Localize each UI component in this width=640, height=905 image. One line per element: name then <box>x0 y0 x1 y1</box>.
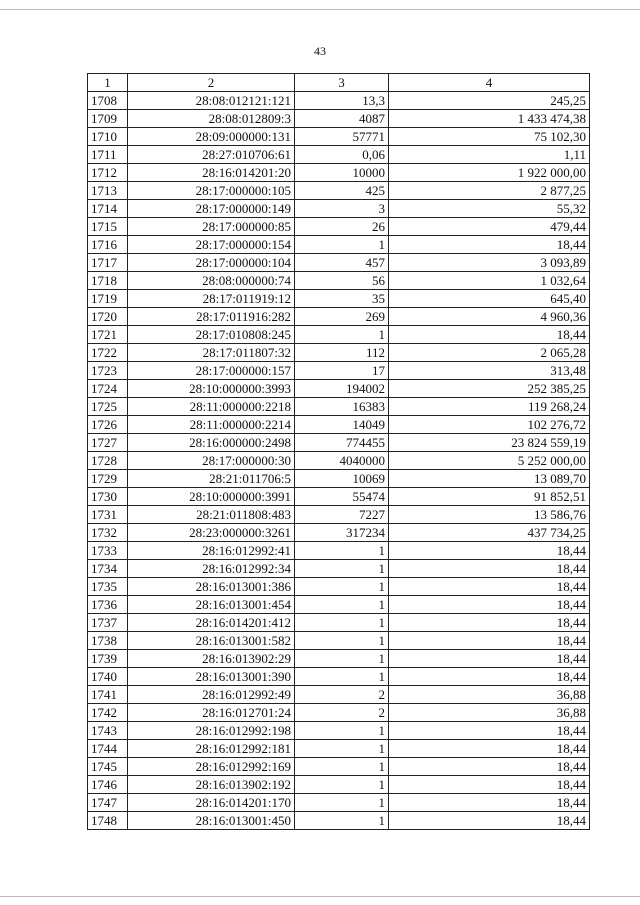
table-row <box>88 200 590 218</box>
value-cell: 18,44 <box>389 596 590 614</box>
page-number: 43 <box>314 44 326 58</box>
cadastral-number-cell: 28:17:000000:154 <box>128 236 295 254</box>
top-scan-edge <box>0 9 640 10</box>
cadastral-number-cell: 28:08:012121:121 <box>128 92 295 110</box>
value-cell: 245,25 <box>389 92 590 110</box>
row-number-cell: 1711 <box>88 146 128 164</box>
column-header-3: 3 <box>295 74 389 92</box>
area-cell: 17 <box>295 362 389 380</box>
column-header-2: 2 <box>128 74 295 92</box>
value-cell: 18,44 <box>389 326 590 344</box>
table-row <box>88 686 590 704</box>
table-row <box>88 164 590 182</box>
cadastral-number-cell: 28:16:012992:34 <box>128 560 295 578</box>
value-cell: 1,11 <box>389 146 590 164</box>
row-number-cell: 1743 <box>88 722 128 740</box>
value-cell: 1 922 000,00 <box>389 164 590 182</box>
table-row <box>88 614 590 632</box>
table-row <box>88 560 590 578</box>
table-row <box>88 218 590 236</box>
value-cell: 479,44 <box>389 218 590 236</box>
table-row <box>88 632 590 650</box>
row-number-cell: 1742 <box>88 704 128 722</box>
table-row <box>88 308 590 326</box>
cadastral-number-cell: 28:16:012992:198 <box>128 722 295 740</box>
value-cell: 75 102,30 <box>389 128 590 146</box>
row-number-cell: 1732 <box>88 524 128 542</box>
value-cell: 2 877,25 <box>389 182 590 200</box>
table-row <box>88 704 590 722</box>
table-row <box>88 812 590 830</box>
row-number-cell: 1740 <box>88 668 128 686</box>
area-cell: 2 <box>295 704 389 722</box>
row-number-cell: 1735 <box>88 578 128 596</box>
row-number-cell: 1715 <box>88 218 128 236</box>
area-cell: 269 <box>295 308 389 326</box>
table-row <box>88 344 590 362</box>
area-cell: 1 <box>295 722 389 740</box>
value-cell: 3 093,89 <box>389 254 590 272</box>
table-row <box>88 434 590 452</box>
row-number-cell: 1720 <box>88 308 128 326</box>
cadastral-number-cell: 28:17:011916:282 <box>128 308 295 326</box>
table-row <box>88 146 590 164</box>
value-cell: 18,44 <box>389 722 590 740</box>
row-number-cell: 1728 <box>88 452 128 470</box>
area-cell: 1 <box>295 326 389 344</box>
table-row <box>88 488 590 506</box>
area-cell: 4087 <box>295 110 389 128</box>
area-cell: 1 <box>295 740 389 758</box>
value-cell: 18,44 <box>389 794 590 812</box>
cadastral-number-cell: 28:17:000000:149 <box>128 200 295 218</box>
area-cell: 1 <box>295 668 389 686</box>
value-cell: 313,48 <box>389 362 590 380</box>
cadastral-number-cell: 28:16:012992:169 <box>128 758 295 776</box>
row-number-cell: 1722 <box>88 344 128 362</box>
area-cell: 10000 <box>295 164 389 182</box>
cadastral-number-cell: 28:08:012809:3 <box>128 110 295 128</box>
row-number-cell: 1746 <box>88 776 128 794</box>
value-cell: 18,44 <box>389 560 590 578</box>
row-number-cell: 1736 <box>88 596 128 614</box>
area-cell: 1 <box>295 614 389 632</box>
value-cell: 119 268,24 <box>389 398 590 416</box>
table-row <box>88 722 590 740</box>
row-number-cell: 1730 <box>88 488 128 506</box>
cadastral-number-cell: 28:16:014201:170 <box>128 794 295 812</box>
cadastral-number-cell: 28:16:013001:454 <box>128 596 295 614</box>
column-header-1: 1 <box>88 74 128 92</box>
row-number-cell: 1744 <box>88 740 128 758</box>
table-row <box>88 578 590 596</box>
table-row <box>88 596 590 614</box>
table-row <box>88 326 590 344</box>
row-number-cell: 1727 <box>88 434 128 452</box>
area-cell: 1 <box>295 758 389 776</box>
row-number-cell: 1712 <box>88 164 128 182</box>
value-cell: 1 433 474,38 <box>389 110 590 128</box>
value-cell: 1 032,64 <box>389 272 590 290</box>
row-number-cell: 1738 <box>88 632 128 650</box>
value-cell: 5 252 000,00 <box>389 452 590 470</box>
area-cell: 10069 <box>295 470 389 488</box>
cadastral-number-cell: 28:08:000000:74 <box>128 272 295 290</box>
cadastral-number-cell: 28:17:000000:85 <box>128 218 295 236</box>
table-row <box>88 92 590 110</box>
area-cell: 4040000 <box>295 452 389 470</box>
cadastral-number-cell: 28:16:013001:386 <box>128 578 295 596</box>
value-cell: 18,44 <box>389 740 590 758</box>
row-number-cell: 1713 <box>88 182 128 200</box>
row-number-cell: 1724 <box>88 380 128 398</box>
row-number-cell: 1731 <box>88 506 128 524</box>
area-cell: 774455 <box>295 434 389 452</box>
table-row <box>88 398 590 416</box>
area-cell: 1 <box>295 596 389 614</box>
table-row <box>88 236 590 254</box>
area-cell: 1 <box>295 560 389 578</box>
table-row <box>88 416 590 434</box>
cadastral-number-cell: 28:16:013001:582 <box>128 632 295 650</box>
value-cell: 18,44 <box>389 776 590 794</box>
row-number-cell: 1717 <box>88 254 128 272</box>
area-cell: 112 <box>295 344 389 362</box>
row-number-cell: 1733 <box>88 542 128 560</box>
area-cell: 35 <box>295 290 389 308</box>
table-row <box>88 182 590 200</box>
row-number-cell: 1723 <box>88 362 128 380</box>
area-cell: 57771 <box>295 128 389 146</box>
cadastral-number-cell: 28:16:012701:24 <box>128 704 295 722</box>
table-body <box>88 92 590 830</box>
value-cell: 18,44 <box>389 578 590 596</box>
cadastral-number-cell: 28:17:000000:104 <box>128 254 295 272</box>
value-cell: 36,88 <box>389 686 590 704</box>
cadastral-number-cell: 28:21:011808:483 <box>128 506 295 524</box>
row-number-cell: 1725 <box>88 398 128 416</box>
area-cell: 1 <box>295 236 389 254</box>
area-cell: 425 <box>295 182 389 200</box>
registry-table <box>87 73 590 830</box>
cadastral-number-cell: 28:17:000000:157 <box>128 362 295 380</box>
row-number-cell: 1719 <box>88 290 128 308</box>
value-cell: 252 385,25 <box>389 380 590 398</box>
row-number-cell: 1718 <box>88 272 128 290</box>
cadastral-number-cell: 28:23:000000:3261 <box>128 524 295 542</box>
value-cell: 23 824 559,19 <box>389 434 590 452</box>
value-cell: 18,44 <box>389 812 590 830</box>
table-row <box>88 380 590 398</box>
cadastral-number-cell: 28:16:012992:49 <box>128 686 295 704</box>
area-cell: 1 <box>295 650 389 668</box>
area-cell: 1 <box>295 632 389 650</box>
cadastral-number-cell: 28:11:000000:2214 <box>128 416 295 434</box>
area-cell: 55474 <box>295 488 389 506</box>
table-row <box>88 542 590 560</box>
area-cell: 16383 <box>295 398 389 416</box>
cadastral-number-cell: 28:16:013902:192 <box>128 776 295 794</box>
row-number-cell: 1716 <box>88 236 128 254</box>
area-cell: 13,3 <box>295 92 389 110</box>
row-number-cell: 1714 <box>88 200 128 218</box>
area-cell: 1 <box>295 794 389 812</box>
cadastral-number-cell: 28:11:000000:2218 <box>128 398 295 416</box>
row-number-cell: 1726 <box>88 416 128 434</box>
value-cell: 91 852,51 <box>389 488 590 506</box>
cadastral-number-cell: 28:16:014201:20 <box>128 164 295 182</box>
table-row <box>88 128 590 146</box>
table-row <box>88 758 590 776</box>
value-cell: 18,44 <box>389 614 590 632</box>
row-number-cell: 1745 <box>88 758 128 776</box>
value-cell: 18,44 <box>389 236 590 254</box>
area-cell: 7227 <box>295 506 389 524</box>
cadastral-number-cell: 28:21:011706:5 <box>128 470 295 488</box>
table-row <box>88 776 590 794</box>
header-row <box>88 74 590 92</box>
area-cell: 317234 <box>295 524 389 542</box>
row-number-cell: 1737 <box>88 614 128 632</box>
table-row <box>88 110 590 128</box>
cadastral-number-cell: 28:09:000000:131 <box>128 128 295 146</box>
value-cell: 4 960,36 <box>389 308 590 326</box>
cadastral-number-cell: 28:17:000000:105 <box>128 182 295 200</box>
cadastral-number-cell: 28:16:013001:390 <box>128 668 295 686</box>
table-row <box>88 668 590 686</box>
table-row <box>88 506 590 524</box>
cadastral-number-cell: 28:16:000000:2498 <box>128 434 295 452</box>
cadastral-number-cell: 28:16:012992:181 <box>128 740 295 758</box>
value-cell: 2 065,28 <box>389 344 590 362</box>
value-cell: 55,32 <box>389 200 590 218</box>
row-number-cell: 1734 <box>88 560 128 578</box>
area-cell: 0,06 <box>295 146 389 164</box>
area-cell: 457 <box>295 254 389 272</box>
cadastral-number-cell: 28:16:014201:412 <box>128 614 295 632</box>
value-cell: 36,88 <box>389 704 590 722</box>
bottom-scan-edge <box>0 896 640 897</box>
table-row <box>88 290 590 308</box>
value-cell: 13 586,76 <box>389 506 590 524</box>
value-cell: 437 734,25 <box>389 524 590 542</box>
row-number-cell: 1739 <box>88 650 128 668</box>
row-number-cell: 1708 <box>88 92 128 110</box>
cadastral-number-cell: 28:10:000000:3991 <box>128 488 295 506</box>
row-number-cell: 1747 <box>88 794 128 812</box>
area-cell: 1 <box>295 542 389 560</box>
value-cell: 102 276,72 <box>389 416 590 434</box>
area-cell: 1 <box>295 578 389 596</box>
area-cell: 2 <box>295 686 389 704</box>
value-cell: 645,40 <box>389 290 590 308</box>
table-row <box>88 272 590 290</box>
row-number-cell: 1748 <box>88 812 128 830</box>
cadastral-number-cell: 28:27:010706:61 <box>128 146 295 164</box>
value-cell: 18,44 <box>389 632 590 650</box>
area-cell: 56 <box>295 272 389 290</box>
table-row <box>88 452 590 470</box>
cadastral-number-cell: 28:10:000000:3993 <box>128 380 295 398</box>
value-cell: 13 089,70 <box>389 470 590 488</box>
table-row <box>88 794 590 812</box>
value-cell: 18,44 <box>389 650 590 668</box>
area-cell: 26 <box>295 218 389 236</box>
area-cell: 1 <box>295 812 389 830</box>
cadastral-number-cell: 28:17:011807:32 <box>128 344 295 362</box>
value-cell: 18,44 <box>389 668 590 686</box>
cadastral-number-cell: 28:16:013902:29 <box>128 650 295 668</box>
row-number-cell: 1709 <box>88 110 128 128</box>
area-cell: 194002 <box>295 380 389 398</box>
cadastral-number-cell: 28:17:010808:245 <box>128 326 295 344</box>
cadastral-number-cell: 28:16:012992:41 <box>128 542 295 560</box>
row-number-cell: 1710 <box>88 128 128 146</box>
cadastral-number-cell: 28:16:013001:450 <box>128 812 295 830</box>
area-cell: 3 <box>295 200 389 218</box>
table-row <box>88 524 590 542</box>
column-header-4: 4 <box>389 74 590 92</box>
cadastral-number-cell: 28:17:000000:30 <box>128 452 295 470</box>
table-row <box>88 362 590 380</box>
row-number-cell: 1741 <box>88 686 128 704</box>
table-row <box>88 470 590 488</box>
value-cell: 18,44 <box>389 758 590 776</box>
row-number-cell: 1721 <box>88 326 128 344</box>
table-row <box>88 740 590 758</box>
row-number-cell: 1729 <box>88 470 128 488</box>
value-cell: 18,44 <box>389 542 590 560</box>
table-row <box>88 650 590 668</box>
area-cell: 14049 <box>295 416 389 434</box>
table-row <box>88 254 590 272</box>
cadastral-number-cell: 28:17:011919:12 <box>128 290 295 308</box>
area-cell: 1 <box>295 776 389 794</box>
